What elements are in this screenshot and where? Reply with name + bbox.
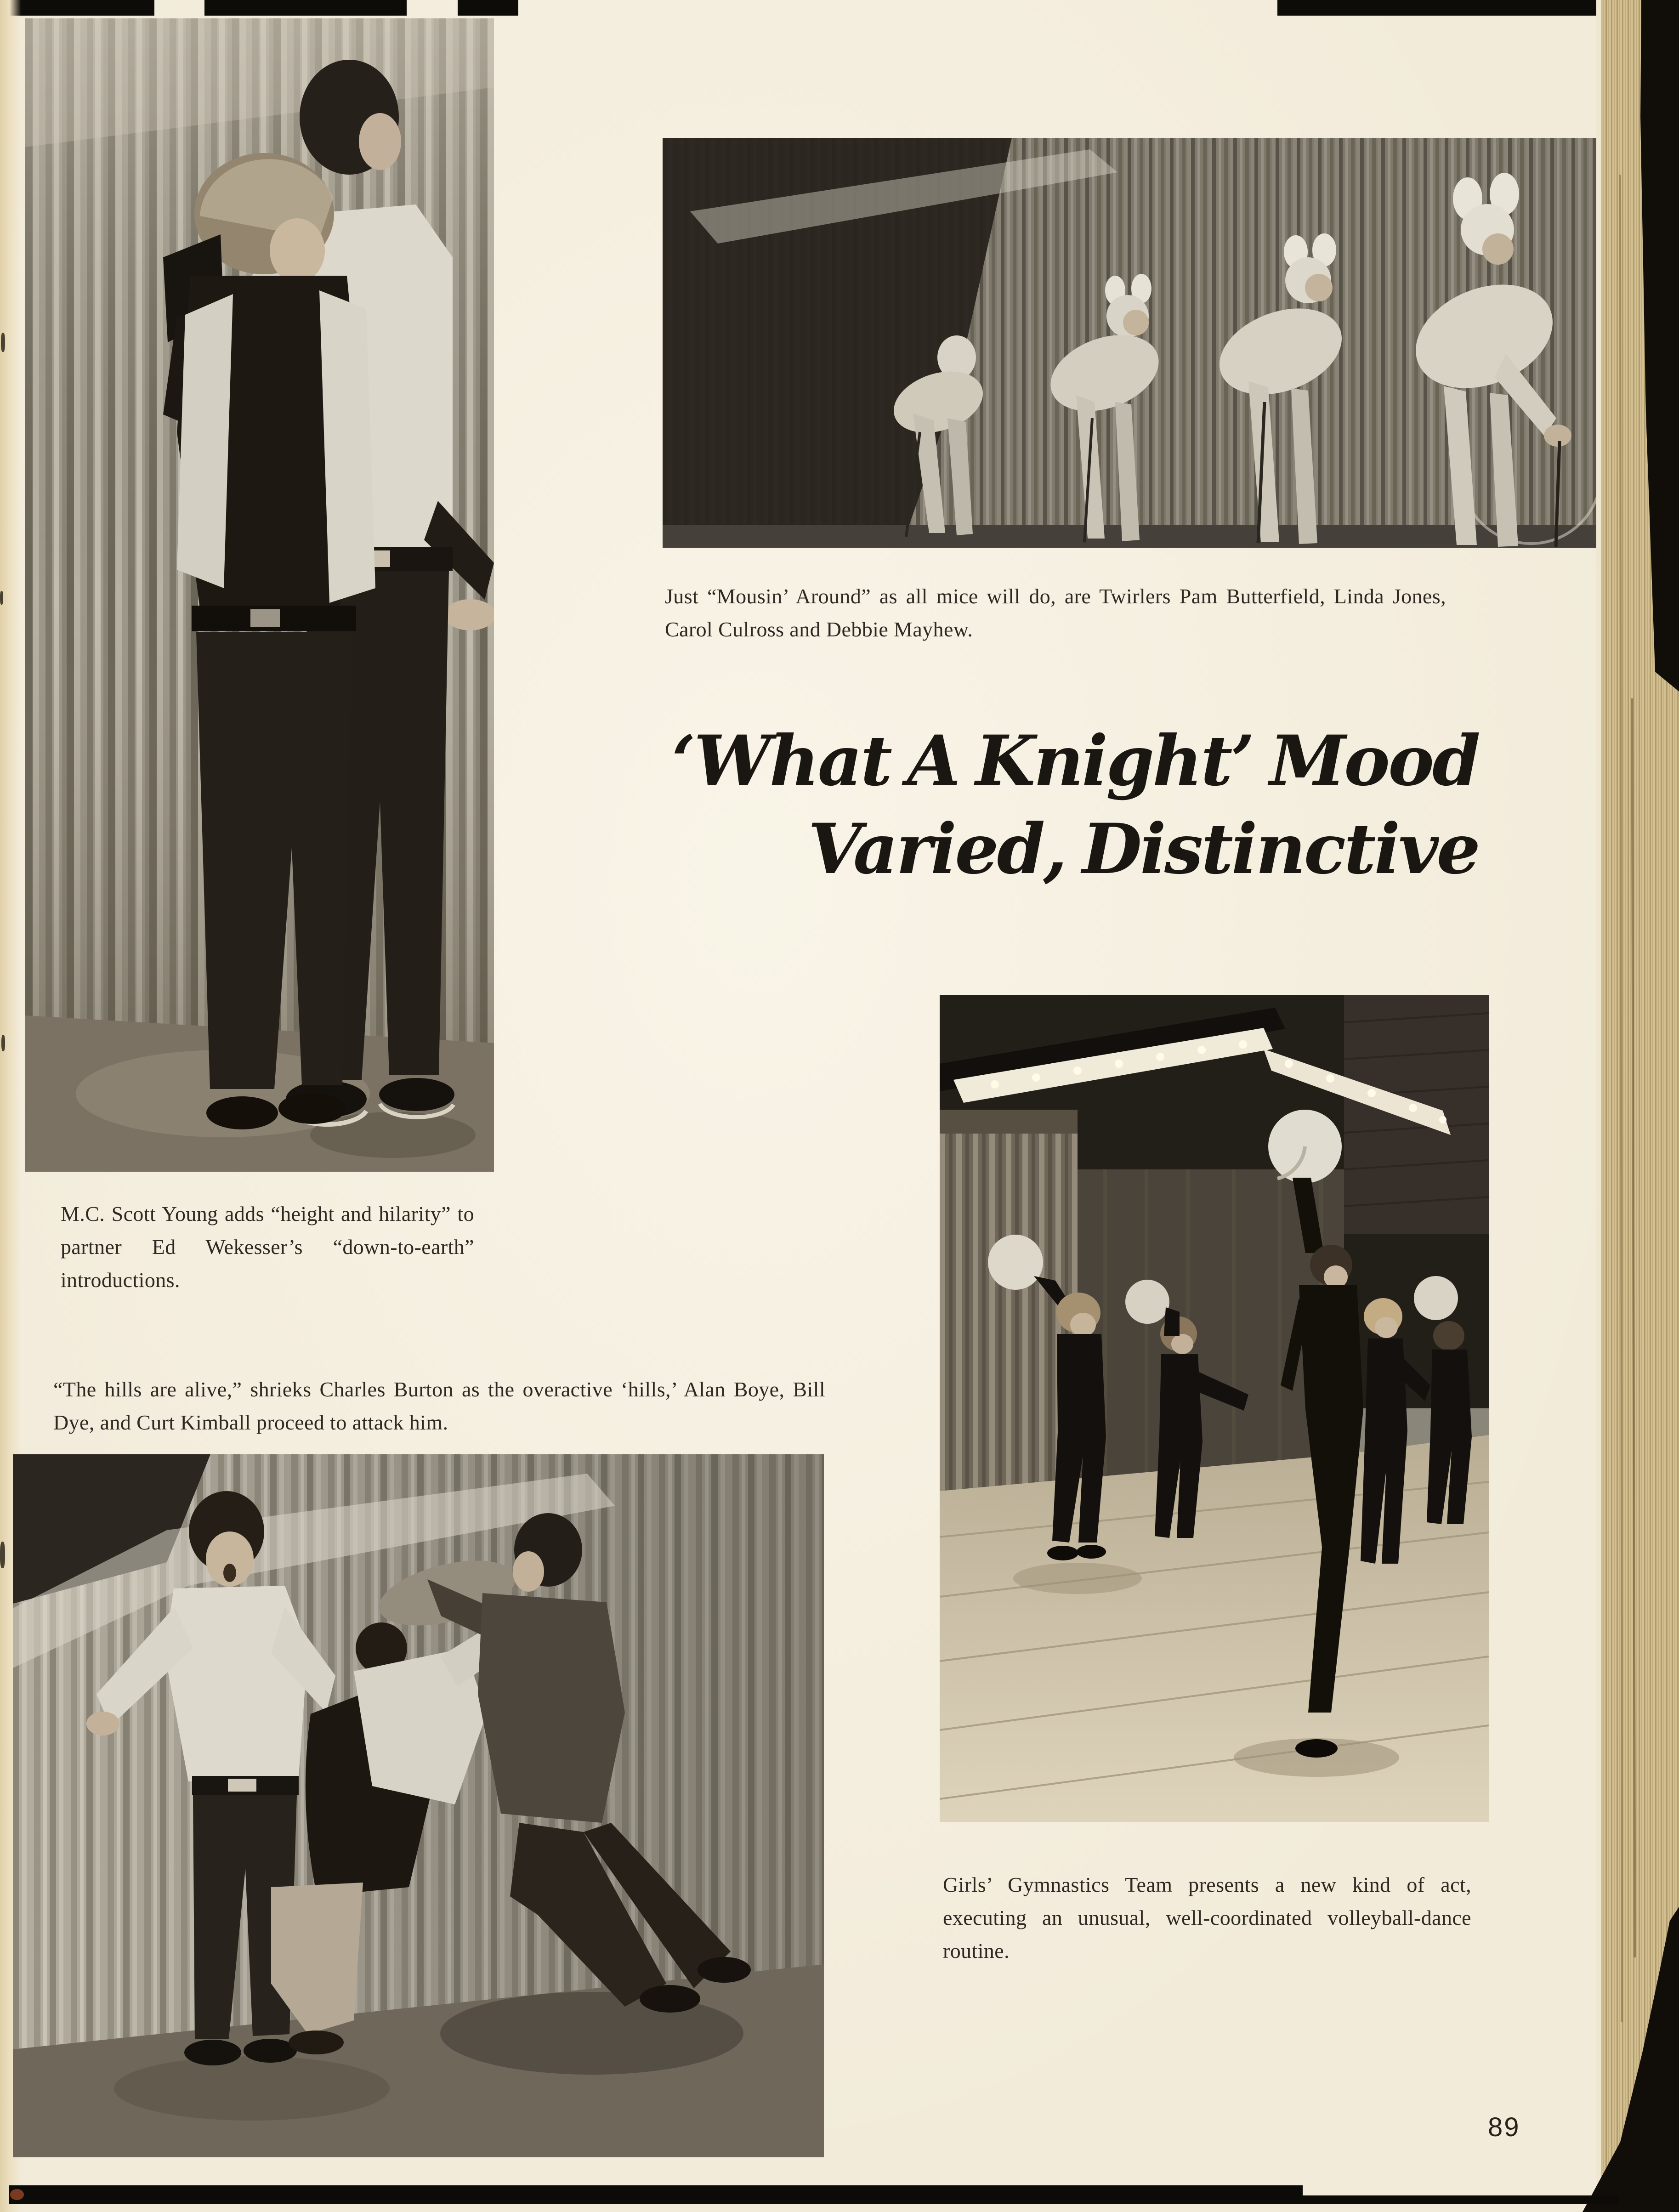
photo-gymnastics-team <box>940 995 1489 1822</box>
dust-speck <box>0 591 3 605</box>
page-title-line-2: Varied, Distinctive <box>808 809 1479 890</box>
caption-mc-intro: M.C. Scott Young adds “height and hilarity” to partner Ed Wekesser’s “down-to-earth” introductions. <box>61 1202 474 1292</box>
page-title-line-1: ‘What A Knight’ Mood <box>671 720 1479 801</box>
dust-speck <box>1 333 5 352</box>
rust-spot <box>10 2189 24 2200</box>
scan-bar-top-1 <box>0 0 154 16</box>
gym-floor <box>940 1435 1489 1822</box>
book-edge-right <box>1578 0 1679 2212</box>
photo-mouse-twirlers <box>663 138 1600 548</box>
caption-gymnastics: Girls’ Gymnastics Team presents a new kind of act, executing an unusual, well-coordinated volleyball-dance routine. <box>943 1873 1471 1962</box>
scan-bar-bottom-1 <box>9 2185 1303 2204</box>
dust-speck <box>1 1035 5 1051</box>
dust-speck <box>0 1542 5 1568</box>
photo-mc-duo <box>25 18 494 1172</box>
scan-bar-top-2 <box>204 0 407 16</box>
photo-hills-skit <box>13 1454 824 2157</box>
scan-bar-top-4 <box>1277 0 1630 16</box>
caption-hills-skit: “The hills are alive,” shrieks Charles Burton as the overactive ‘hills,’ Alan Boye, Bill Dye, and Curt Kimball proceed to attack him. <box>53 1378 825 1434</box>
scan-bar-bottom-2 <box>1303 2195 1619 2204</box>
scan-bar-top-3 <box>458 0 518 16</box>
caption-twirlers: Just “Mousin’ Around” as all mice will do, are Twirlers Pam Butterfield, Linda Jones, Carol Culross and Debbie Mayhew. <box>665 584 1446 641</box>
page-title <box>597 717 1479 893</box>
page-number: 89 <box>1488 2112 1520 2142</box>
